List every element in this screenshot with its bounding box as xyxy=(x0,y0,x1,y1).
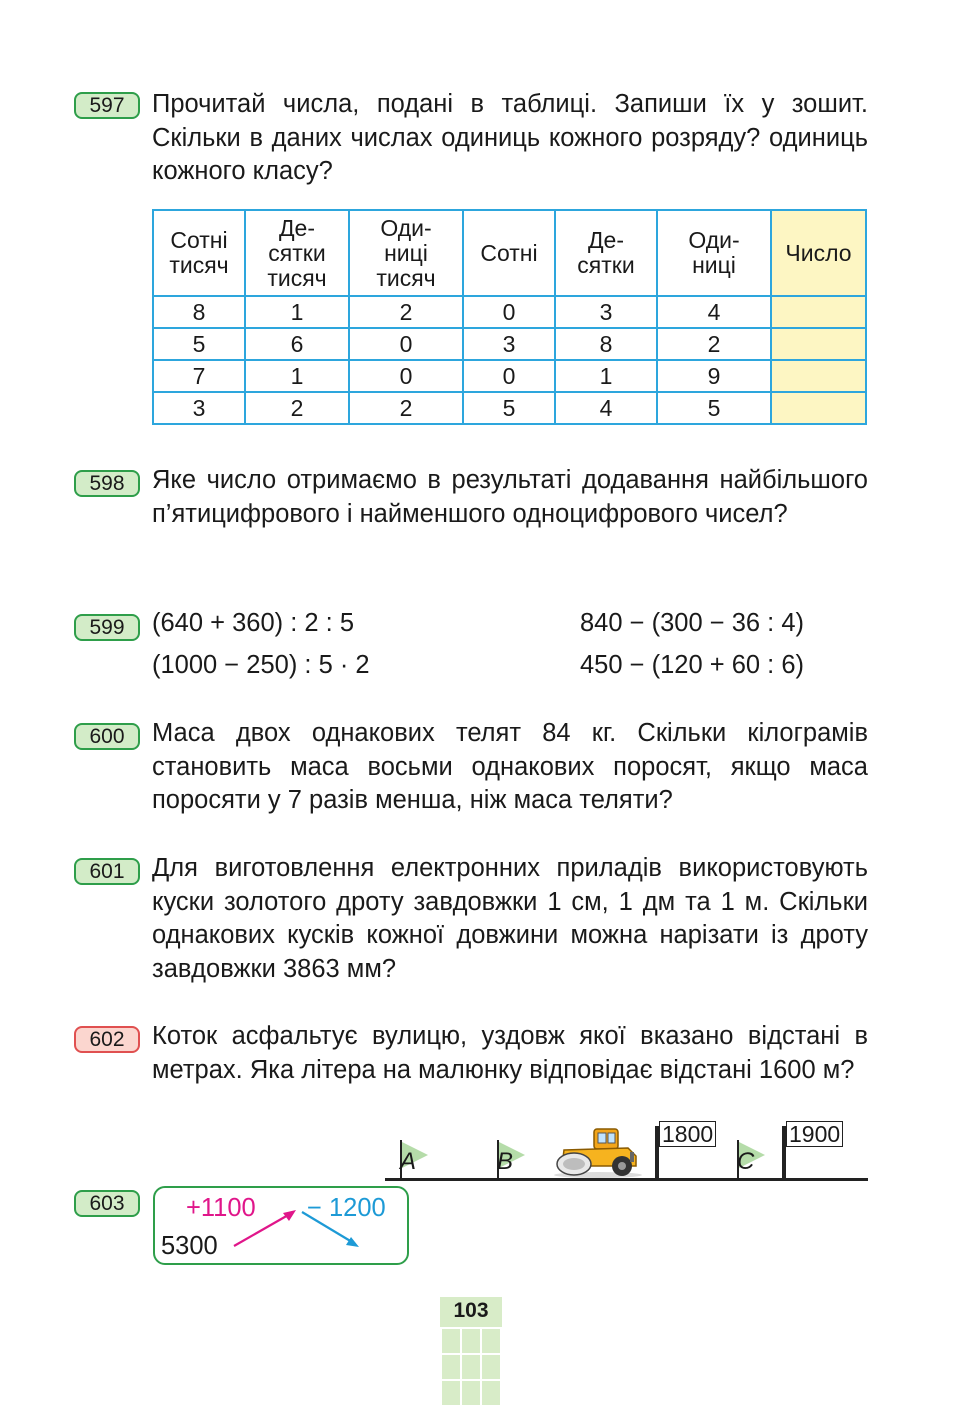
task-600-text: Маса двох однакових телят 84 кг. Скільки кілограмів становить маса восьми однакових поросят, якщо маса поросяти у 7 разів менша, ніж маса теляти? xyxy=(152,719,868,814)
table-cell: 3 xyxy=(153,392,245,424)
table-cell: 1 xyxy=(245,296,349,328)
page-number-grid xyxy=(440,1327,502,1405)
task-number-603: 603 xyxy=(74,1190,140,1217)
table-cell: 9 xyxy=(657,360,771,392)
header-hundreds: Сотні xyxy=(463,210,555,296)
chain-op-minus: − 1200 xyxy=(307,1194,386,1222)
table-row xyxy=(153,296,866,328)
table-cell: 8 xyxy=(555,328,657,360)
road-roller-icon xyxy=(552,1126,644,1178)
table-cell: 3 xyxy=(463,328,555,360)
task-number-598: 598 xyxy=(74,470,140,497)
table-row xyxy=(153,328,866,360)
flag-a xyxy=(400,1140,417,1178)
number-answer-cell xyxy=(771,328,866,360)
distance-label-1900: 1900 xyxy=(786,1121,843,1147)
table-cell: 5 xyxy=(463,392,555,424)
header-tens: Де- сятки xyxy=(555,210,657,296)
table-cell: 2 xyxy=(349,392,463,424)
table-row xyxy=(153,360,866,392)
road-line xyxy=(385,1178,868,1181)
expression-2: (1000 − 250) : 5 · 2 xyxy=(152,651,370,679)
page-number-box xyxy=(440,1297,502,1405)
table-row xyxy=(153,392,866,424)
table-cell: 4 xyxy=(555,392,657,424)
flag-b-label: B xyxy=(497,1148,514,1175)
flag-c-label: C xyxy=(737,1148,755,1175)
expression-4: 450 − (120 + 60 : 6) xyxy=(580,651,804,679)
task-number-600: 600 xyxy=(74,723,140,750)
table-cell: 5 xyxy=(153,328,245,360)
flag-b xyxy=(497,1140,514,1178)
task-number-602: 602 xyxy=(74,1026,140,1053)
task-598-text: Яке число отримаємо в результаті додавання найбільшого п’ятицифрового і найменшого одноцифрового чисел? xyxy=(152,466,868,528)
header-thousands: Оди- ниці тисяч xyxy=(349,210,463,296)
chain-start-number: 5300 xyxy=(161,1232,218,1260)
distance-label-1800: 1800 xyxy=(659,1121,716,1147)
table-cell: 4 xyxy=(657,296,771,328)
page-number: 103 xyxy=(453,1299,489,1322)
task-602-text: Коток асфальтує вулицю, уздовж якої вказано відстані в метрах. Яка літера на малюнку відповідає відстані 1600 м? xyxy=(152,1022,868,1084)
task-number-599: 599 xyxy=(74,614,140,641)
header-ten-thousands: Де- сятки тисяч xyxy=(245,210,349,296)
header-hundred-thousands: Сотні тисяч xyxy=(153,210,245,296)
header-units: Оди- ниці xyxy=(657,210,771,296)
table-cell: 7 xyxy=(153,360,245,392)
table-cell: 6 xyxy=(245,328,349,360)
expression-3: 840 − (300 − 36 : 4) xyxy=(580,609,804,637)
table-cell: 2 xyxy=(657,328,771,360)
table-cell: 2 xyxy=(245,392,349,424)
task-601-text: Для виготовлення електронних приладів використовують куски золотого дроту завдовжки 1 см, 1 дм та 1 м. Скільки однакових кусків кожної довжини можна нарізати із дроту завдовжки 3863 мм? xyxy=(152,854,868,983)
table-cell: 2 xyxy=(349,296,463,328)
table-header-row xyxy=(153,210,866,296)
table-cell: 0 xyxy=(463,360,555,392)
table-cell: 1 xyxy=(245,360,349,392)
flag-a-label: A xyxy=(400,1148,417,1175)
task-number-597: 597 xyxy=(74,92,140,119)
table-cell: 1 xyxy=(555,360,657,392)
table-cell: 0 xyxy=(463,296,555,328)
flag-c xyxy=(737,1140,755,1178)
table-cell: 5 xyxy=(657,392,771,424)
table-cell: 0 xyxy=(349,360,463,392)
task-number-601: 601 xyxy=(74,858,140,885)
chain-op-plus: +1100 xyxy=(186,1194,256,1222)
header-number: Число xyxy=(771,210,866,296)
table-cell: 0 xyxy=(349,328,463,360)
expression-1: (640 + 360) : 2 : 5 xyxy=(152,609,355,637)
digits-table xyxy=(152,209,867,425)
task-597-text: Прочитай числа, подані в таблиці. Запиши їх у зошит. Скільки в даних числах одиниць кожного розряду? одиниць кожного класу? xyxy=(152,90,868,185)
number-answer-cell xyxy=(771,360,866,392)
table-cell: 8 xyxy=(153,296,245,328)
number-answer-cell xyxy=(771,296,866,328)
table-cell: 3 xyxy=(555,296,657,328)
number-answer-cell xyxy=(771,392,866,424)
chain-arrows-icon xyxy=(228,1206,368,1254)
